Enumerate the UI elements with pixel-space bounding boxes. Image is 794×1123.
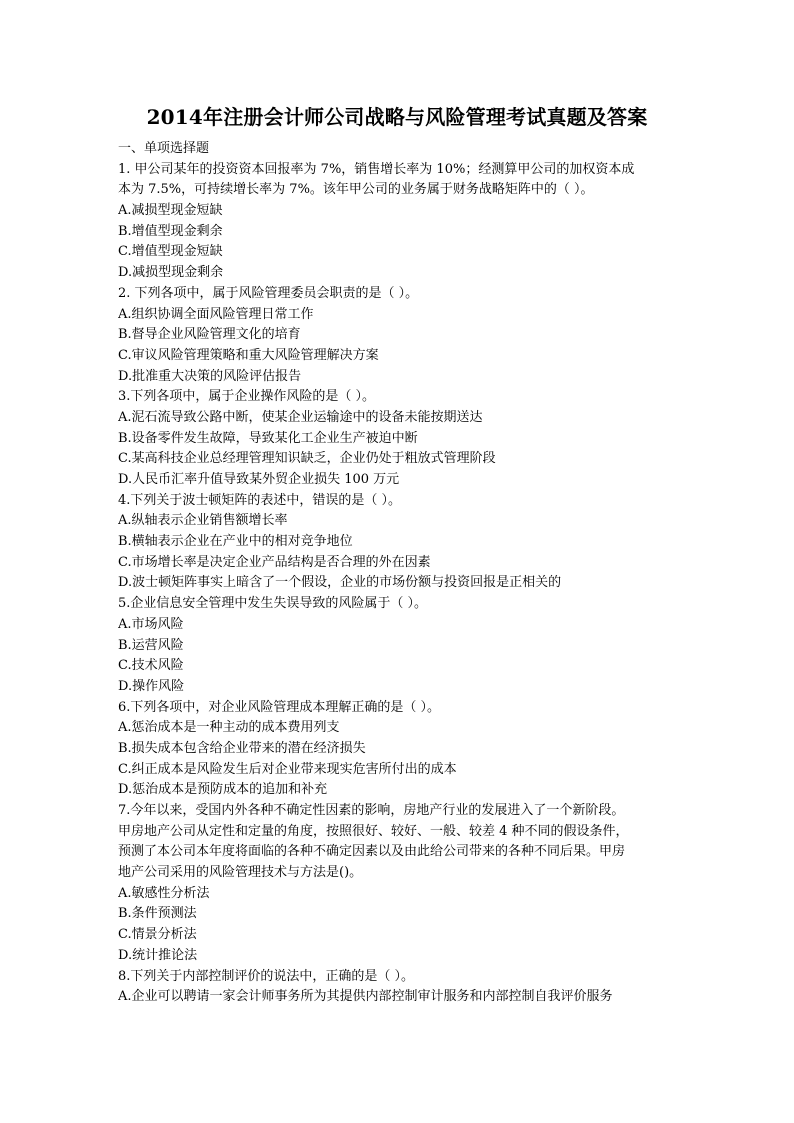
question-stem-line: 5.企业信息安全管理中发生失误导致的风险属于（ ）。 <box>118 596 428 612</box>
answer-option: A.纵轴表示企业销售额增长率 <box>118 513 288 529</box>
answer-option: D.操作风险 <box>118 678 185 694</box>
question-stem-line: 4.下列关于波士顿矩阵的表述中，错误的是（ ）。 <box>118 492 402 508</box>
answer-option: C.纠正成本是风险发生后对企业带来现实危害所付出的成本 <box>118 761 457 777</box>
answer-option: D.减损型现金剩余 <box>118 265 224 281</box>
document-title: 2014年注册会计师公司战略与风险管理考试真题及答案 <box>146 105 648 129</box>
answer-option: C.市场增长率是决定企业产品结构是否合理的外在因素 <box>118 554 431 570</box>
answer-option: D.批准重大决策的风险评估报告 <box>118 368 302 384</box>
answer-option: B.损失成本包含给企业带来的潜在经济损失 <box>118 740 366 756</box>
answer-option: B.运营风险 <box>118 637 184 653</box>
answer-option: C.增值型现金短缺 <box>118 244 223 260</box>
question-stem-line: 8.下列关于内部控制评价的说法中，正确的是（ ）。 <box>118 968 415 984</box>
answer-option: D.人民币汇率升值导致某外贸企业损失 100 万元 <box>118 472 400 487</box>
answer-option: D.统计推论法 <box>118 947 198 963</box>
answer-option: B.设备零件发生故障，导致某化工企业生产被迫中断 <box>118 430 418 446</box>
question-stem-line: 7.今年以来，受国内外各种不确定性因素的影响，房地产行业的发展进入了一个新阶段。 <box>118 803 625 818</box>
question-stem-line: 2. 下列各项中，属于风险管理委员会职责的是（ ）。 <box>118 285 419 301</box>
answer-option: B.横轴表示企业在产业中的相对竞争地位 <box>118 534 353 550</box>
answer-option: D.波士顿矩阵事实上暗含了一个假设，企业的市场份额与投资回报是正相关的 <box>118 575 562 591</box>
question-stem-line: 预测了本公司本年度将面临的各种不确定因素以及由此给公司带来的各种不同后果。甲房 <box>118 844 626 860</box>
answer-option: B.督导企业风险管理文化的培育 <box>118 327 301 343</box>
question-stem-line: 地产公司采用的风险管理技术与方法是()。 <box>118 865 363 881</box>
answer-option: A.惩治成本是一种主动的成本费用列支 <box>118 720 340 736</box>
question-stem-line: 3.下列各项中，属于企业操作风险的是（ ）。 <box>118 389 376 405</box>
answer-option: A.市场风险 <box>118 616 184 632</box>
answer-option: A.企业可以聘请一家会计师事务所为其提供内部控制审计服务和内部控制自我评价服务 <box>118 989 613 1005</box>
document-body <box>118 139 678 1008</box>
question-stem-line: 甲房地产公司从定性和定量的角度，按照很好、较好、一般、较差 4 种不同的假设条件， <box>118 823 629 839</box>
section-heading: 一、单项选择题 <box>118 141 210 156</box>
answer-option: C.情景分析法 <box>118 927 197 943</box>
answer-option: D.惩治成本是预防成本的追加和补充 <box>118 782 328 798</box>
answer-option: A.减损型现金短缺 <box>118 203 223 219</box>
answer-option: B.条件预测法 <box>118 906 197 922</box>
answer-option: A.组织协调全面风险管理日常工作 <box>118 306 314 322</box>
answer-option: A.敏感性分析法 <box>118 885 210 901</box>
answer-option: B.增值型现金剩余 <box>118 223 223 239</box>
answer-option: C.某高科技企业总经理管理知识缺乏，企业仍处于粗放式管理阶段 <box>118 451 496 467</box>
question-stem-line: 6.下列各项中，对企业风险管理成本理解正确的是（ ）。 <box>118 699 441 715</box>
question-stem-line: 本为 7.5%，可持续增长率为 7%。该年甲公司的业务属于财务战略矩阵中的（ ）。 <box>118 182 594 198</box>
answer-option: C.审议风险管理策略和重大风险管理解决方案 <box>118 347 379 363</box>
answer-option: C.技术风险 <box>118 658 184 674</box>
question-stem-line: 1. 甲公司某年的投资资本回报率为 7%，销售增长率为 10%；经测算甲公司的加权资本成 <box>118 161 635 177</box>
answer-option: A.泥石流导致公路中断，使某企业运输途中的设备未能按期送达 <box>118 409 483 425</box>
